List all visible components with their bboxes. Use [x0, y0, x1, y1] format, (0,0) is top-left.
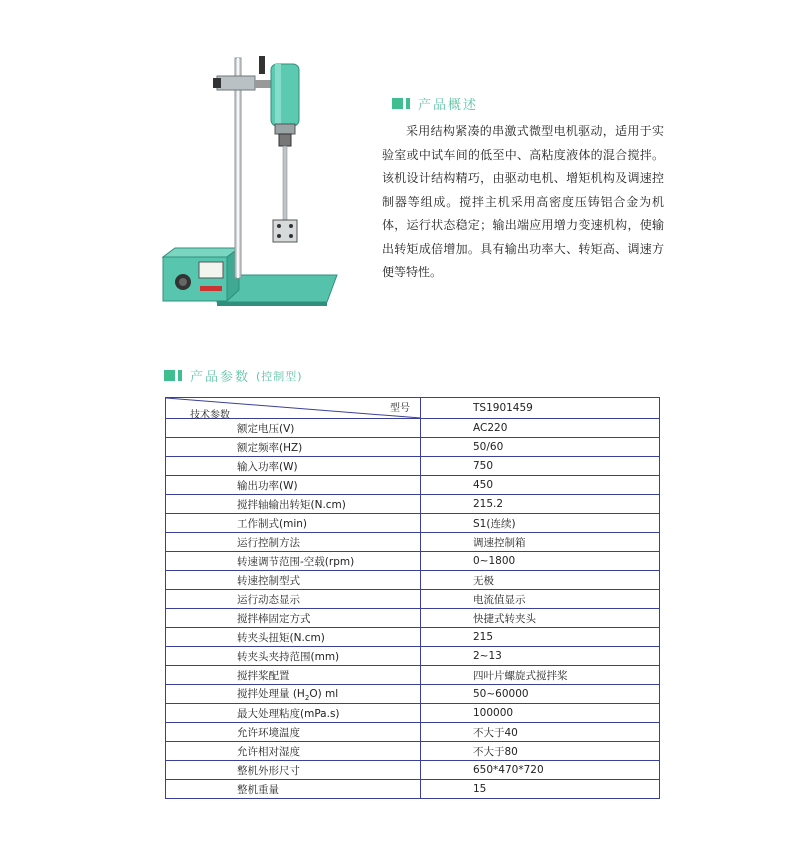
table-row — [166, 780, 660, 799]
param-name: 搅拌桨配置 — [166, 666, 421, 685]
param-value: 215 — [421, 628, 660, 647]
params-heading — [164, 366, 303, 385]
table-row — [166, 419, 660, 438]
param-name: 输出功率(W) — [166, 476, 421, 495]
param-name-part: O) ml — [309, 687, 339, 700]
model-value: TS1901459 — [421, 398, 660, 419]
param-name: 转夹头夹持范围(mm) — [166, 647, 421, 666]
table-row — [166, 742, 660, 761]
table-row — [166, 438, 660, 457]
param-name-part: 搅拌处理量 (H — [237, 687, 305, 700]
table-row — [166, 590, 660, 609]
param-name: 转速控制型式 — [166, 571, 421, 590]
param-value: 750 — [421, 457, 660, 476]
param-value: 无极 — [421, 571, 660, 590]
table-row — [166, 495, 660, 514]
param-name: 最大处理粘度(mPa.s) — [166, 704, 421, 723]
params-table — [165, 397, 660, 799]
header-diagonal-cell — [166, 398, 421, 419]
table-row — [166, 609, 660, 628]
param-name: 整机外形尺寸 — [166, 761, 421, 780]
table-row — [166, 666, 660, 685]
param-name: 运行控制方法 — [166, 533, 421, 552]
param-name: 允许环境温度 — [166, 723, 421, 742]
product-image — [155, 50, 345, 310]
table-row — [166, 476, 660, 495]
params-subtitle: (控制型) — [256, 369, 303, 383]
param-name: 运行动态显示 — [166, 590, 421, 609]
param-value: 2~13 — [421, 647, 660, 666]
param-value: 快捷式转夹头 — [421, 609, 660, 628]
param-value: 50~60000 — [421, 685, 660, 704]
param-value: AC220 — [421, 419, 660, 438]
param-name: 额定电压(V) — [166, 419, 421, 438]
param-value: S1(连续) — [421, 514, 660, 533]
param-name: 输入功率(W) — [166, 457, 421, 476]
param-name: 工作制式(min) — [166, 514, 421, 533]
params-title-text: 产品参数 — [190, 370, 251, 385]
param-name-subscript: 2 — [304, 694, 310, 703]
param-name: 转速调节范围-空载(rpm) — [166, 552, 421, 571]
param-name: 整机重量 — [166, 780, 421, 799]
param-value: 15 — [421, 780, 660, 799]
param-value: 不大于40 — [421, 723, 660, 742]
param-value: 调速控制箱 — [421, 533, 660, 552]
heading-marker-square — [164, 370, 175, 381]
overview-description: 采用结构紧凑的串激式微型电机驱动，适用于实验室或中试车间的低至中、高粘度液体的混合搅拌。该机设计结构精巧，由驱动电机、增矩机构及调速控制器等组成。搅拌主机采用高密度压铸铝合金为机体，运行状态稳定；输出端应用增力变速机构，使输出转矩成倍增加。具有输出功率大、转矩高、调速方便等特性。 — [382, 124, 664, 279]
param-value: 电流值显示 — [421, 590, 660, 609]
param-name: 转夹头扭矩(N.cm) — [166, 628, 421, 647]
overview-title-text: 产品概述 — [418, 98, 479, 113]
param-name: 搅拌棒固定方式 — [166, 609, 421, 628]
table-row — [166, 533, 660, 552]
table-header-row — [166, 398, 660, 419]
table-row — [166, 628, 660, 647]
param-value: 0~1800 — [421, 552, 660, 571]
param-value: 50/60 — [421, 438, 660, 457]
param-name — [166, 685, 421, 704]
table-row — [166, 514, 660, 533]
table-row — [166, 552, 660, 571]
table-row — [166, 571, 660, 590]
param-name: 搅拌轴输出转矩(N.cm) — [166, 495, 421, 514]
param-value: 215.2 — [421, 495, 660, 514]
header-model-label: 型号 — [390, 403, 410, 414]
param-value: 四叶片螺旋式搅拌桨 — [421, 666, 660, 685]
table-row — [166, 761, 660, 780]
heading-marker-bar — [178, 370, 182, 381]
param-name: 额定频率(HZ) — [166, 438, 421, 457]
table-row — [166, 704, 660, 723]
heading-marker-bar — [406, 98, 410, 109]
table-row — [166, 647, 660, 666]
param-value: 650*470*720 — [421, 761, 660, 780]
param-name: 允许相对湿度 — [166, 742, 421, 761]
table-row — [166, 685, 660, 704]
header-tech-params: 技术参数 — [190, 410, 230, 421]
param-value: 100000 — [421, 704, 660, 723]
overview-heading — [392, 94, 478, 113]
heading-marker-square — [392, 98, 403, 109]
table-row — [166, 723, 660, 742]
param-value: 不大于80 — [421, 742, 660, 761]
param-value: 450 — [421, 476, 660, 495]
table-row — [166, 457, 660, 476]
